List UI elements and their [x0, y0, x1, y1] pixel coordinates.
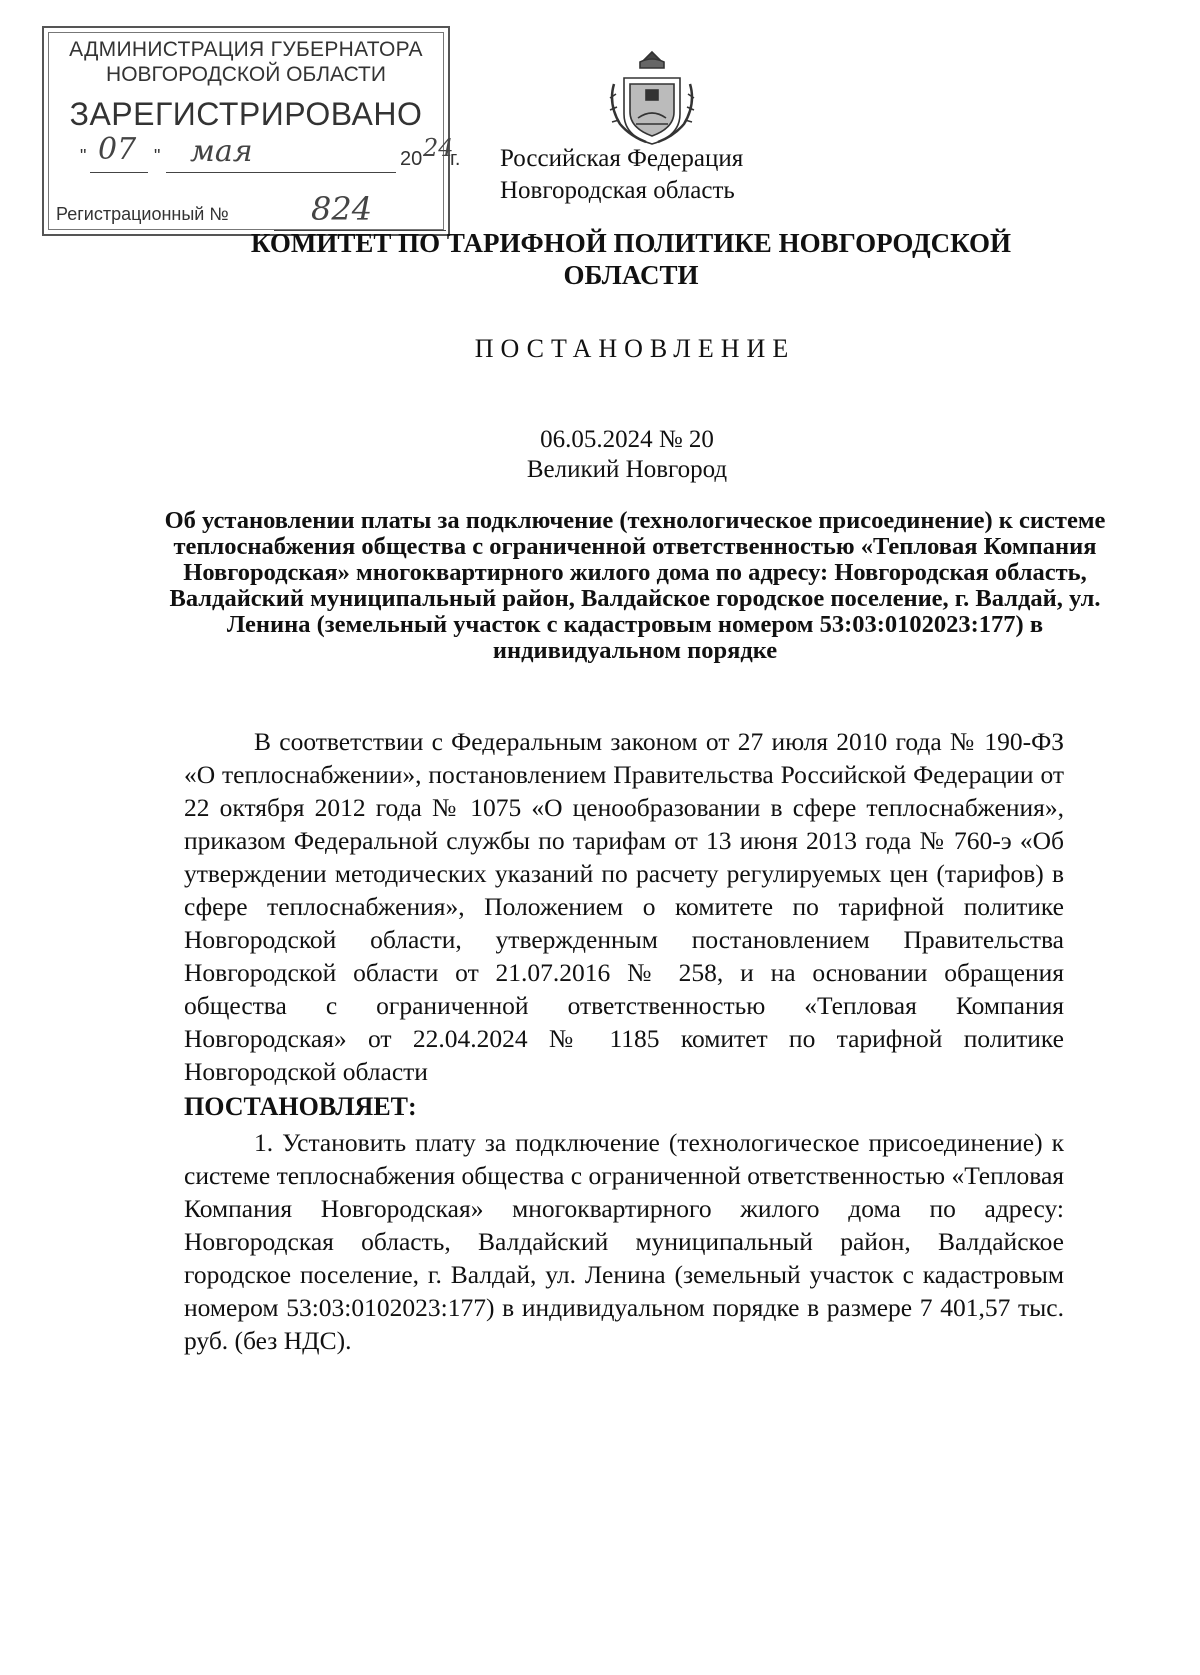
stamp-org-line1: АДМИНИСТРАЦИЯ ГУБЕРНАТОРА [69, 38, 423, 61]
novgorod-coat-of-arms-icon [606, 48, 698, 148]
document-title: Об установлении платы за подключение (технологическое присоединение) к системе теплоснабжения общества с ограниченной ответственностью «Тепловая Компания Новгородская» многоквартирного жилого дома по адресу: Новгородская область, Валдайский муниципальный район, Валдайское городское поселение, г. Валдай, ул. Ленина (земельный участок с кадастровым номером 53:03:0102023:177) в индивидуальном порядке [164, 507, 1106, 664]
stamp-year-prefix: 20 [400, 148, 423, 170]
header-region: Новгородская область [500, 177, 735, 204]
stamp-day-line [90, 172, 148, 173]
stamp-quote-open: " [80, 146, 87, 166]
stamp-reg-value: 824 [311, 190, 373, 228]
preamble-paragraph: В соответствии с Федеральным законом от 27 июля 2010 года № 190-ФЗ «О теплоснабжении», постановлением Правительства Российской Федерации от 22 октября 2012 года № 1075 «О ценообразовании в сфере теплоснабжения», приказом Федеральной службы по тарифам от 13 июня 2013 года № 760-э «Об утверждении методических указаний по расчету регулируемых цен (тарифов) в сфере теплоснабжения», Положением о комитете по тарифной политике Новгородской области, утвержденным постановлением Правительства Новгородской области от 21.07.2016 № 258, и на основании обращения общества с ограниченной ответственностью «Тепловая Компания Новгородская» от 22.04.2024 № 1185 комитет по тарифной политике Новгородской области [184, 727, 1064, 1086]
committee-title: КОМИТЕТ ПО ТАРИФНОЙ ПОЛИТИКЕ НОВГОРОДСКОЙ ОБЛАСТИ [250, 228, 1012, 290]
stamp-status: ЗАРЕГИСТРИРОВАНО [69, 96, 423, 132]
stamp-month-line [166, 172, 396, 173]
stamp-year-suffix: г. [450, 148, 461, 170]
stamp-quote-close: " [154, 146, 161, 166]
stamp-date [80, 132, 461, 178]
stamp-year: 24 [423, 134, 454, 162]
document-date-number: 06.05.2024 № 20 [540, 426, 714, 453]
stamp-month: мая [190, 134, 253, 169]
resolves-heading: ПОСТАНОВЛЯЕТ: [184, 1092, 417, 1121]
stamp-reg-number [56, 190, 446, 226]
header-country: Российская Федерация [500, 145, 744, 172]
document-type: ПОСТАНОВЛЕНИЕ [474, 334, 796, 363]
registration-stamp [42, 26, 461, 236]
stamp-org-line2: НОВГОРОДСКОЙ ОБЛАСТИ [106, 63, 386, 86]
stamp-reg-label: Регистрационный № [56, 204, 229, 224]
document-city: Великий Новгород [526, 456, 728, 483]
item-1-paragraph: 1. Установить плату за подключение (технологическое присоединение) к системе теплоснабжения общества с ограниченной ответственностью «Тепловая Компания Новгородская» многоквартирного жилого дома по адресу: Новгородская область, Валдайский муниципальный район, Валдайское городское поселение, г. Валдай, ул. Ленина (земельный участок с кадастровым номером 53:03:0102023:177) в индивидуальном порядке в размере 7 401,57 тыс. руб. (без НДС). [184, 1128, 1064, 1355]
stamp-day: 07 [98, 132, 137, 167]
